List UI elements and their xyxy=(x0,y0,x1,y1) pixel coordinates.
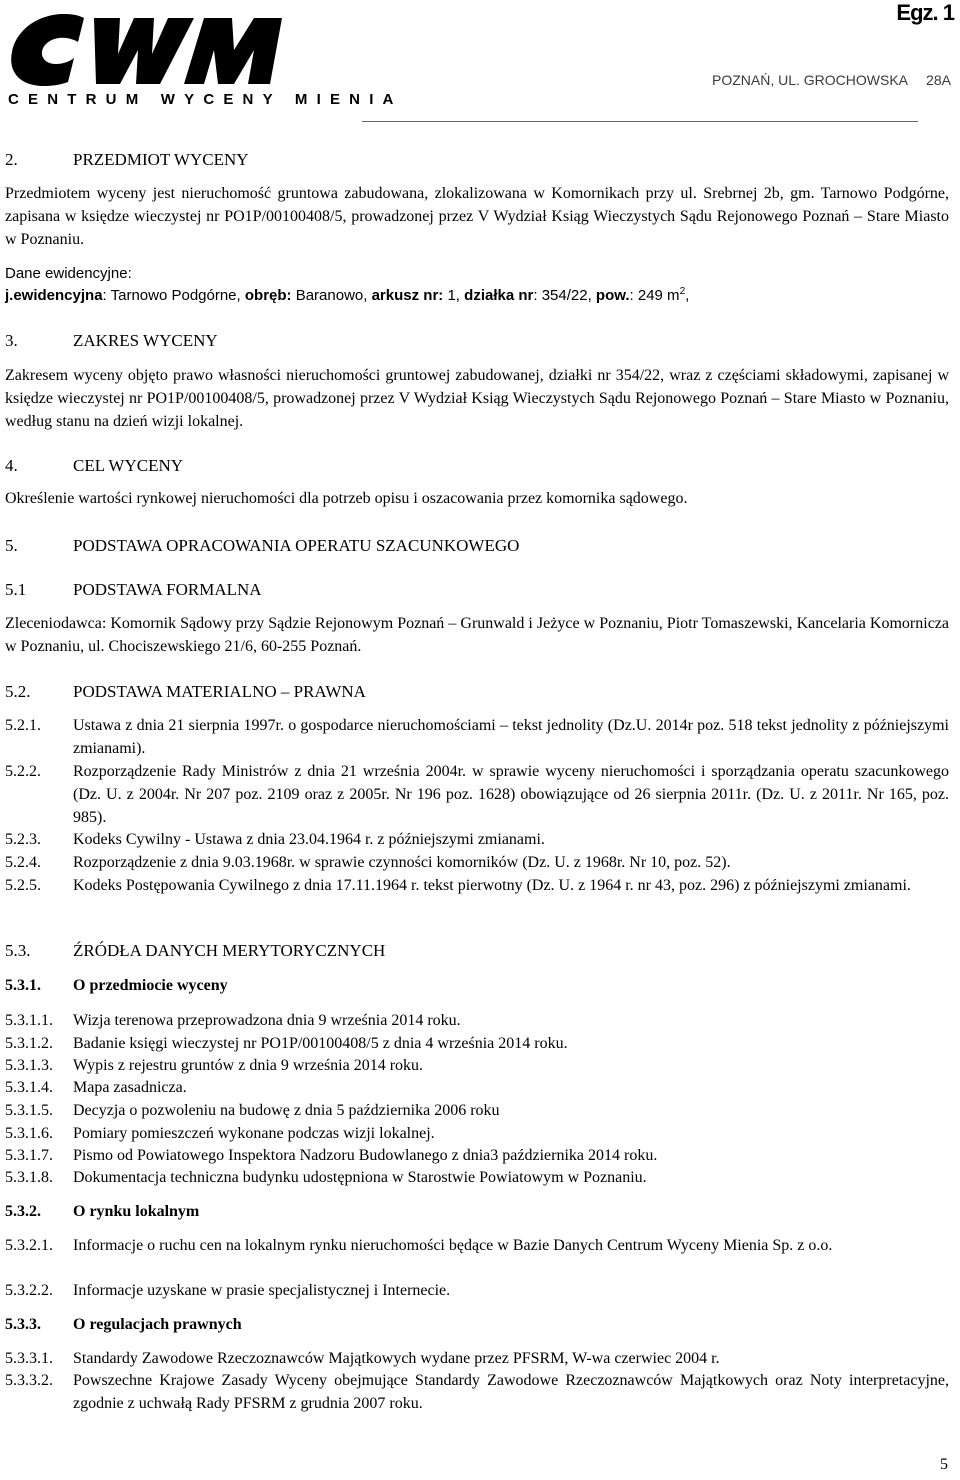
section-heading-5-3 xyxy=(5,939,949,962)
address-street: POZNAŃ, UL. GROCHOWSKA xyxy=(712,72,909,88)
cadastral-label: Dane ewidencyjne: xyxy=(5,265,132,282)
je-label: j.ewidencyjna xyxy=(5,287,103,304)
item-number: 5.3.1.1. xyxy=(5,1012,53,1029)
pow-value: : 249 m xyxy=(629,287,680,304)
list-item xyxy=(5,874,949,897)
item-text: Rozporządzenie z dnia 9.03.1968r. w sprawie czynności komorników (Dz. U. z 1968r. Nr 10, poz. 52). xyxy=(73,854,731,871)
heading-number: 5.2. xyxy=(5,682,31,701)
item-text: Ustawa z dnia 21 sierpnia 1997r. o gospodarce nieruchomościami – tekst jednolity (Dz.U. 2014r poz. 518 tekst jednolity z późniejszymi zmianami). xyxy=(73,717,949,757)
dzialka-value: : 354/22, xyxy=(533,287,596,304)
item-text: Decyzja o pozwoleniu na budowę z dnia 5 października 2006 roku xyxy=(73,1102,500,1119)
section-3-paragraph: Zakresem wyceny objęto prawo własności nieruchomości gruntowej zabudowanej, działki nr 354/22, wraz z częściami składowymi, zapisanej w księdze wieczystej nr PO1P/00100408/5, prowadzonej przez V Wydział Ksiąg Wieczystych Sądu Rejonowego Poznań – Stare Miasto w Poznaniu, według stanu na dzień wizji lokalnej. xyxy=(5,367,949,430)
item-number: 5.3.3.1. xyxy=(5,1350,53,1367)
section-heading-5-1 xyxy=(5,578,949,601)
list-item xyxy=(5,851,949,874)
item-number: 5.3.1.6. xyxy=(5,1125,53,1142)
arkusz-value: 1, xyxy=(443,287,465,304)
item-text: Kodeks Cywilny - Ustawa z dnia 23.04.1964 r. z późniejszymi zmianami. xyxy=(73,831,545,848)
list-item xyxy=(5,1234,949,1257)
item-text: Informacje uzyskane w prasie specjalistycznej i Internecie. xyxy=(73,1282,451,1299)
list-item xyxy=(5,1347,949,1370)
list-item xyxy=(5,760,949,829)
header-address xyxy=(712,72,951,88)
dzialka-label: działka nr xyxy=(464,287,534,304)
section-heading-4 xyxy=(5,454,949,477)
heading-text: CEL WYCENY xyxy=(73,456,184,475)
heading-text: PODSTAWA FORMALNA xyxy=(73,580,262,599)
cwm-logo-icon xyxy=(8,6,403,108)
heading-number: 3. xyxy=(5,331,18,350)
page-number: 5 xyxy=(940,1456,948,1473)
heading-text: PRZEDMIOT WYCENY xyxy=(73,150,249,169)
subsection-number: 5.3.2. xyxy=(5,1203,41,1220)
list-item xyxy=(5,1166,949,1189)
pow-superscript: 2 xyxy=(679,286,686,297)
item-text: Informacje o ruchu cen na lokalnym rynku nieruchomości będące w Bazie Danych Centrum Wyceny Mienia Sp. z o.o. xyxy=(73,1237,833,1254)
list-item xyxy=(5,1076,949,1099)
item-number: 5.3.1.4. xyxy=(5,1079,53,1096)
heading-number: 4. xyxy=(5,456,18,475)
heading-text: ZAKRES WYCENY xyxy=(73,331,218,350)
subsection-heading-5-3-1 xyxy=(5,974,949,997)
section-heading-5 xyxy=(5,534,949,557)
item-number: 5.3.3.2. xyxy=(5,1372,53,1389)
item-text: Wizja terenowa przeprowadzona dnia 9 września 2014 roku. xyxy=(73,1012,461,1029)
address-number: 28A xyxy=(926,72,951,88)
list-item xyxy=(5,1279,949,1302)
pow-label: pow. xyxy=(595,287,630,304)
heading-number: 5.3. xyxy=(5,941,31,960)
subsection-heading-5-3-3 xyxy=(5,1313,949,1336)
section-4-paragraph: Określenie wartości rynkowej nieruchomości dla potrzeb opisu i oszacowania przez komornika sądowego. xyxy=(5,490,688,507)
list-item xyxy=(5,828,949,851)
item-text: Standardy Zawodowe Rzeczoznawców Majątkowych wydane przez PFSRM, W-wa czerwiec 2004 r. xyxy=(73,1350,720,1367)
item-text: Dokumentacja techniczna budynku udostępniona w Starostwie Powiatowym w Poznaniu. xyxy=(73,1169,647,1186)
list-item xyxy=(5,1369,949,1415)
item-text: Mapa zasadnicza. xyxy=(73,1079,187,1096)
company-logo xyxy=(8,6,403,108)
section-2-paragraph: Przedmiotem wyceny jest nieruchomość gruntowa zabudowana, zlokalizowana w Komornikach przy ul. Srebrnej 2b, gm. Tarnowo Podgórne, zapisana w księdze wieczystej nr PO1P/00100408/5, prowadzonej przez V Wydział Ksiąg Wieczystych Sądu Rejonowego Poznań – Stare Miasto w Poznaniu. xyxy=(5,185,949,248)
item-number: 5.2.2. xyxy=(5,763,41,780)
list-item xyxy=(5,1032,949,1055)
section-heading-5-2 xyxy=(5,680,949,703)
cadastral-data xyxy=(5,284,949,307)
subsection-number: 5.3.1. xyxy=(5,977,41,994)
item-text: Pismo od Powiatowego Inspektora Nadzoru Budowlanego z dnia3 października 2014 roku. xyxy=(73,1147,658,1164)
item-text: Pomiary pomieszczeń wykonane podczas wizji lokalnej. xyxy=(73,1125,435,1142)
item-number: 5.2.5. xyxy=(5,877,41,894)
item-number: 5.3.1.7. xyxy=(5,1147,53,1164)
heading-number: 5. xyxy=(5,536,18,555)
subsection-number: 5.3.3. xyxy=(5,1316,41,1333)
heading-text: PODSTAWA MATERIALNO – PRAWNA xyxy=(73,682,366,701)
je-value: : Tarnowo Podgórne, xyxy=(102,287,245,304)
list-item xyxy=(5,714,949,760)
obreb-value: Baranowo, xyxy=(291,287,372,304)
copy-number: Egz. 1 xyxy=(896,0,954,25)
item-number: 5.2.1. xyxy=(5,717,41,734)
list-item xyxy=(5,1144,949,1167)
item-text: Powszechne Krajowe Zasady Wyceny obejmujące Standardy Zawodowe Rzeczoznawców Majątkowych oraz Noty interpretacyjne, zgodnie z uchwałą Rady PFSRM z grudnia 2007 roku. xyxy=(73,1372,949,1412)
list-item xyxy=(5,1009,949,1032)
list-item xyxy=(5,1099,949,1122)
pow-tail: , xyxy=(685,287,690,304)
item-number: 5.2.4. xyxy=(5,854,41,871)
header-divider xyxy=(362,121,918,122)
item-number: 5.3.2.1. xyxy=(5,1237,53,1254)
item-number: 5.3.1.3. xyxy=(5,1057,53,1074)
heading-text: ŹRÓDŁA DANYCH MERYTORYCZNYCH xyxy=(73,941,386,960)
list-item xyxy=(5,1122,949,1145)
item-text: Badanie księgi wieczystej nr PO1P/00100408/5 z dnia 4 września 2014 roku. xyxy=(73,1035,568,1052)
item-text: Rozporządzenie Rady Ministrów z dnia 21 września 2004r. w sprawie wyceny nieruchomości i sporządzania operatu szacunkowego (Dz. U. z 2004r. Nr 207 poz. 2109 oraz z 2005r. Nr 196 poz. 1628) obowiązujące od 26 sierpnia 2011r. (Dz. U. z 2011r. Nr 165, poz. 985). xyxy=(73,763,949,826)
item-number: 5.2.3. xyxy=(5,831,41,848)
subsection-title: O przedmiocie wyceny xyxy=(73,977,228,994)
item-text: Kodeks Postępowania Cywilnego z dnia 17.11.1964 r. tekst pierwotny (Dz. U. z 1964 r. nr 43, poz. 296) z późniejszymi zmianami. xyxy=(73,877,911,894)
arkusz-label: arkusz nr: xyxy=(371,287,444,304)
item-number: 5.3.2.2. xyxy=(5,1282,53,1299)
item-text: Wypis z rejestru gruntów z dnia 9 września 2014 roku. xyxy=(73,1057,424,1074)
obreb-label: obręb: xyxy=(244,287,292,304)
heading-text: PODSTAWA OPRACOWANIA OPERATU SZACUNKOWEGO xyxy=(73,536,520,555)
svg-text:CENTRUM WYCENY MIENIA: CENTRUM WYCENY MIENIA xyxy=(8,91,403,108)
section-heading-2 xyxy=(5,148,949,171)
list-item xyxy=(5,1054,949,1077)
section-5-1-paragraph: Zleceniodawca: Komornik Sądowy przy Sądzie Rejonowym Poznań – Grunwald i Jeżyce w Poznaniu, Piotr Tomaszewski, Kancelaria Komornicza w Poznaniu, ul. Chociszewskiego 21/6, 60-255 Poznań. xyxy=(5,615,949,655)
section-heading-3 xyxy=(5,329,949,352)
item-number: 5.3.1.5. xyxy=(5,1102,53,1119)
subsection-title: O regulacjach prawnych xyxy=(73,1316,242,1333)
subsection-title: O rynku lokalnym xyxy=(73,1203,200,1220)
item-number: 5.3.1.8. xyxy=(5,1169,53,1186)
item-number: 5.3.1.2. xyxy=(5,1035,53,1052)
heading-number: 2. xyxy=(5,150,18,169)
subsection-heading-5-3-2 xyxy=(5,1200,949,1223)
heading-number: 5.1 xyxy=(5,580,27,599)
